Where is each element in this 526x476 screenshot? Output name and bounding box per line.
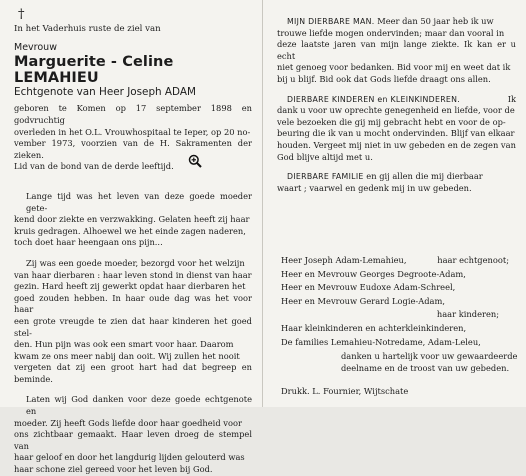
text-line: een grote vreugde te zien dat haar kinderen het goed stel- <box>14 315 252 338</box>
text-line: toch doet haar heengaan ons pijn... <box>14 237 163 248</box>
text-line: goed zouden hebben. In haar oude dag was het voor haar <box>14 292 252 315</box>
text-line <box>277 171 516 183</box>
text-line: haar schone ziel gereed voor het leven bij God. <box>14 464 213 475</box>
thanks-line: danken u hartelijk voor uw gewaardeerde <box>341 351 518 362</box>
text-line: deze laatste jaren van mijn lange ziekte. Ik kan er u echt <box>277 39 516 61</box>
text-span: Meer dan 50 jaar heb ik uw <box>377 16 494 26</box>
text-line: Zij was een goede moeder, bezorgd voor het welzijn <box>26 257 245 268</box>
text-span: Ik <box>507 93 516 104</box>
signer-role <box>509 295 513 309</box>
message-children <box>277 94 516 164</box>
text-line: vele bezoeken die gij mij gebracht hebt en voor de op- <box>277 116 506 127</box>
detail-line: overleden in het O.L. Vrouwhospitaal te Ieper, op 20 no- <box>14 126 251 137</box>
text-line: kruis gedragen. Alhoewel we het einde zagen naderen, <box>14 225 246 236</box>
block-heading: DIERBARE FAMILIE <box>287 172 364 182</box>
block-heading: DIERBARE KINDEREN en KLEINKINDEREN. <box>287 94 461 104</box>
title-prefix: Mevrouw <box>14 42 57 54</box>
text-line: waart ; vaarwel en gedenk mij in uw gebeden. <box>277 182 472 193</box>
text-line: niet genoeg voor bedanken. Bid voor mij en weet dat ik <box>277 62 511 73</box>
text-line: beuring die ik van u mocht ondervinden. Blijf van elkaar <box>277 128 515 139</box>
signer-name: Heer en Mevrouw Gerard Logie-Adam, <box>281 295 445 306</box>
detail-line: Lid van de bond van de derde leeftijd. <box>14 161 174 172</box>
text-line: haar geloof en door het langdurig lijden gelouterd was <box>14 452 245 463</box>
block-heading: MIJN DIERBARE MAN. <box>287 17 375 26</box>
text-line: den. Hun pijn was ook een smart voor haar. Daarom <box>14 339 234 350</box>
left-page <box>0 0 262 475</box>
birth-death-details <box>14 103 252 173</box>
signer-row <box>281 281 513 295</box>
paragraph-1 <box>14 191 252 249</box>
text-line: Lange tijd was het leven van deze goede moeder gete- <box>26 190 252 213</box>
text-line: Laten wij God danken voor deze goede echtgenote en <box>26 394 252 417</box>
text-line <box>277 94 516 106</box>
cross-symbol: † <box>18 7 25 22</box>
text-line: kend door ziekte en verzwakking. Gelaten heeft zij haar <box>14 214 250 225</box>
detail-line: geboren te Komen op 17 september 1898 en godvruchtig <box>14 103 252 125</box>
signer-name: Heer en Mevrouw Eudoxe Adam-Schreel, <box>281 282 456 293</box>
text-line: trouwe liefde mogen ondervinden; maar dan vooral in <box>277 27 505 38</box>
deceased-name: Marguerite - Celine LEMAHIEU <box>14 54 174 87</box>
text-line: van haar dierbaren : haar leven stond in dienst van haar <box>14 269 252 280</box>
signer-row <box>281 254 513 268</box>
thanks-line: deelname en de troost van uw gebeden. <box>341 362 510 373</box>
signer-row <box>281 268 513 282</box>
signer-role <box>509 336 513 350</box>
signer-name: Heer Joseph Adam-Lemahieu, <box>281 255 407 265</box>
signer-role: haar kinderen; <box>436 309 499 320</box>
text-span: en gij allen die mij dierbaar <box>366 171 483 182</box>
signer-role <box>509 322 513 336</box>
text-line: ons zichtbaar gemaakt. Haar leven droeg de stempel van <box>14 429 252 451</box>
message-husband <box>277 16 516 86</box>
text-line: moeder. Zij heeft Gods liefde door haar goedheid voor <box>14 417 242 428</box>
detail-line: vember 1973, voorzien van de H. Sakramenten der zieken. <box>14 138 252 160</box>
text-line: kwam ze ons meer nabij dan ooit. Wij zullen het nooit <box>14 350 240 361</box>
signer-role <box>509 268 513 282</box>
text-line: vergeten dat zij een groot hart had dat begreep en beminde. <box>14 362 252 384</box>
printer-credit: Drukk. L. Fournier, Wijtschate <box>281 386 409 396</box>
text-line: houden. Vergeet mij niet in uw gebeden en de zegen van <box>277 139 516 150</box>
signer-row <box>281 336 513 350</box>
signer-name: Heer en Mevrouw Georges Degroote-Adam, <box>281 268 466 279</box>
signer-role <box>509 281 513 295</box>
text-line <box>277 16 516 28</box>
signers-list <box>281 254 518 374</box>
text-line: dank u voor uw oprechte genegenheid en liefde, voor de <box>277 105 515 116</box>
paragraph-2 <box>14 258 252 386</box>
signer-name: Haar kleinkinderen en achterkleinkinderen, <box>281 322 467 333</box>
text-line: gezin. Hard heeft zij gewerkt opdat haar dierbaren het <box>14 281 246 292</box>
signer-role: haar echtgenoot; <box>437 255 509 265</box>
signer-row <box>281 295 513 309</box>
text-line: God blijve altijd met u. <box>277 151 373 162</box>
text-line: bij u blijf. Bid ook dat Gods liefde draagt ons allen. <box>277 73 491 84</box>
signer-row <box>281 308 513 322</box>
message-family <box>277 171 516 194</box>
zoom-in-icon[interactable] <box>188 154 202 168</box>
signer-row <box>281 322 513 336</box>
signer-name: De families Lemahieu-Notredame, Adam-Leleu, <box>281 336 481 347</box>
right-page <box>263 0 526 407</box>
spouse-line: Echtgenote van Heer Joseph ADAM <box>14 86 196 99</box>
intro-line: In het Vaderhuis ruste de ziel van <box>14 24 161 34</box>
